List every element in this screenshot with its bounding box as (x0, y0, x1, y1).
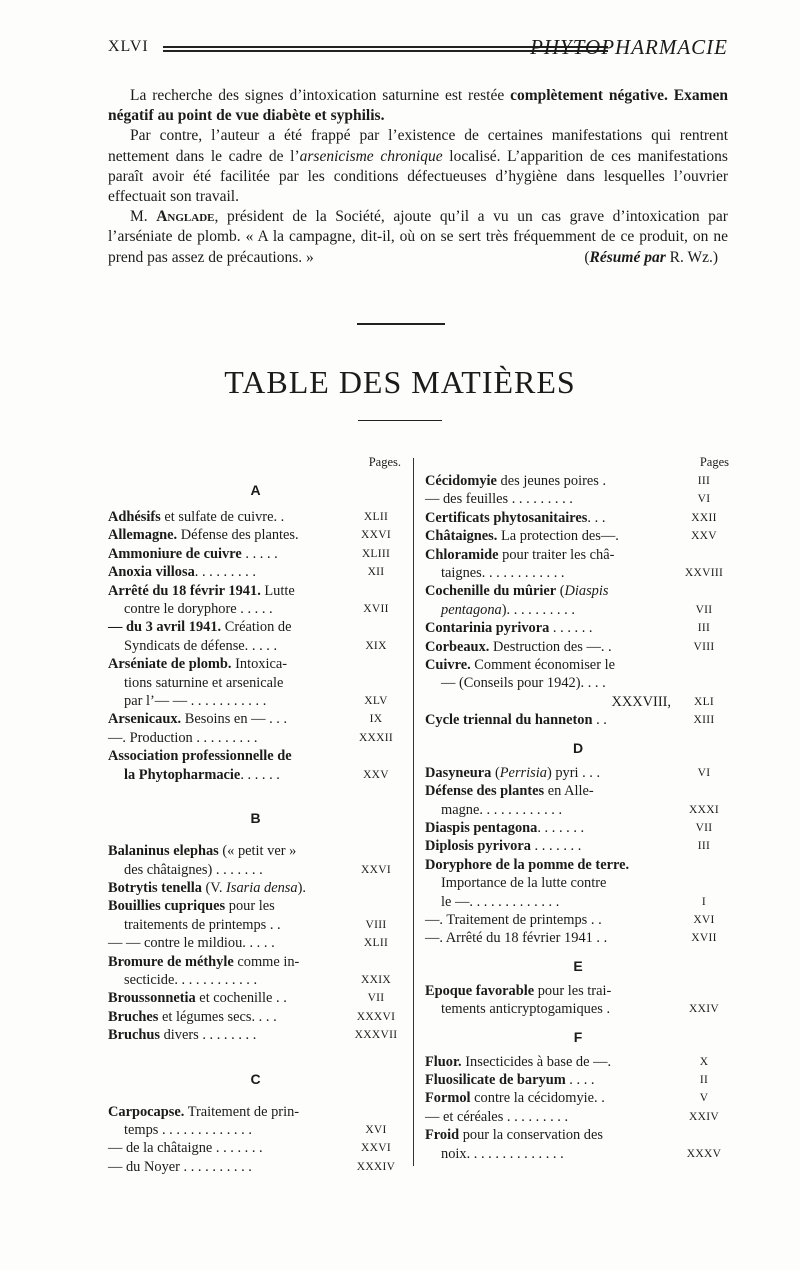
toc-column-left (108, 452, 403, 1176)
entry-text: Défense des plantes. (177, 527, 299, 544)
toc-entry (108, 563, 403, 581)
entry-text: — — contre le mildiou. . . . . (108, 935, 275, 952)
entry-head: Arséniate de plomb. (108, 656, 232, 673)
running-header (108, 35, 728, 62)
entry-head: Cuivre. (425, 657, 471, 674)
entry-text: — et céréales . . . . . . . . . (425, 1108, 569, 1125)
toc-entry (108, 637, 403, 655)
entry-page: I (701, 895, 707, 908)
toc-entry (108, 934, 403, 952)
entry-page: XLII (363, 511, 389, 523)
entry-page: XLIII (361, 547, 391, 560)
paragraph-3: M. Anglade, président de la Société, ajoute qu’il a vu un cas grave d’intoxication par l’arséniate de plomb. « A la campagne, dit-il, où on se sert très fréquemment de ce produit, on ne prend pas assez de précautions. » (108, 208, 728, 266)
toc-entry (425, 582, 731, 600)
toc-entry (108, 747, 403, 765)
entry-page: III (697, 622, 711, 635)
entry-text: — de la châtaigne . . . . . . . (108, 1140, 263, 1157)
entry-head: la Phytopharmacie (124, 766, 241, 783)
entry-head: Fluosilicate de baryum (425, 1071, 566, 1088)
entry-text: et sulfate de cuivre. . (160, 509, 285, 525)
entry-text: taignes. . . . . . . . . . . . (441, 565, 565, 582)
entry-page: XXXI (689, 803, 719, 816)
entry-head: Défense des plantes (425, 783, 545, 800)
toc-entry (108, 600, 403, 618)
entry-page: XLV (364, 695, 388, 708)
entry-italic: pentagona (441, 601, 502, 618)
toc-entry (108, 1008, 403, 1026)
entry-text: — (Conseils pour 1942). . . . (441, 675, 606, 692)
toc-entry (425, 837, 731, 855)
entry-head: Arsenicaux. (108, 711, 182, 728)
entry-page: XVI (365, 1123, 387, 1136)
running-title: PHYTOPHARMACIE (530, 35, 728, 59)
entry-text: et légumes secs. . . . (158, 1008, 277, 1025)
entry-text: —. Production . . . . . . . . . (108, 729, 258, 746)
toc-entry (425, 1000, 731, 1018)
toc-entry (425, 693, 731, 711)
toc-entry (425, 601, 731, 619)
entry-head: Fluor. (425, 1053, 462, 1070)
entry-page: XLI (693, 695, 715, 708)
toc-entry (108, 879, 403, 897)
entry-text: Besoins en — . . . (181, 711, 288, 728)
entry-head: Dasyneura (425, 764, 492, 781)
section-letter: E (573, 957, 583, 974)
entry-text: pour la conservation des (459, 1127, 603, 1144)
article-text (108, 86, 728, 268)
toc-entry (108, 971, 403, 989)
toc-entry (425, 656, 731, 674)
entry-page: VIII (365, 918, 387, 931)
entry-text: pour les trai- (534, 982, 612, 999)
entry-head: Anoxia villosa (108, 564, 195, 581)
toc-entry (425, 1145, 731, 1163)
entry-text: . . . . . . . . . (194, 564, 256, 581)
entry-text: Création de (221, 619, 292, 636)
toc-entry (108, 1158, 403, 1176)
toc-entry (425, 564, 731, 582)
toc-entry (108, 916, 403, 934)
entry-page: VII (695, 603, 713, 616)
entry-page: XXIV (689, 1110, 719, 1123)
entry-page: XXIV (689, 1003, 719, 1016)
entry-page: XXVI (361, 863, 391, 876)
toc-entry (425, 1108, 731, 1126)
entry-head: Bruches (108, 1008, 159, 1025)
toc-entry (425, 1089, 731, 1107)
entry-head: Corbeaux. (425, 638, 490, 655)
toc-entry (425, 764, 731, 782)
entry-head: Cécidomyie (425, 473, 497, 489)
section-letter: D (572, 739, 584, 756)
entry-page: XXVI (361, 1142, 391, 1155)
entry-head: Epoque favorable (425, 982, 535, 999)
toc-entry (425, 1053, 731, 1071)
toc-title-underline (358, 420, 442, 421)
entry-head: Allemagne. (108, 527, 178, 544)
toc-entry (425, 1071, 731, 1089)
page-number: XLVI (108, 38, 149, 55)
entry-page: XXXV (686, 1147, 722, 1160)
entry-page: XLII (363, 937, 389, 950)
entry-page: XXXVI (356, 1010, 396, 1023)
toc-entry (425, 638, 731, 656)
toc-entry (425, 874, 731, 892)
toc-entry (425, 911, 731, 929)
entry-text: traitements de printemps . . (124, 916, 281, 933)
toc-entry (108, 842, 403, 860)
entry-head: Botrytis tenella (108, 879, 202, 896)
toc-entry (425, 929, 731, 947)
entry-text: ( (491, 764, 500, 781)
toc-entry (425, 982, 731, 1000)
entry-page: III (697, 840, 711, 853)
pages-header: Pages (699, 455, 729, 469)
entry-head: Diaspis pentagona (425, 819, 538, 836)
entry-page: XII (367, 566, 385, 579)
toc-entry (425, 490, 731, 508)
entry-text: comme in- (233, 953, 300, 970)
entry-page: XIX (365, 639, 387, 652)
entry-text: La protection des—. (497, 528, 619, 545)
entry-head: Châtaignes. (425, 528, 498, 545)
toc-entry (425, 472, 731, 490)
paragraph-2: Par contre, l’auteur a été frappé par l’existence de certaines manifestations qui rentrent nettement dans le cadre de l’arsenicisme chronique localisé. L’apparition de ces manifestations paraît avoir été facilitée par les conditions défectueuses d’hygiène dans lesquelles l’ouvrier effectuait son travail. (108, 127, 728, 206)
section-divider (357, 323, 445, 325)
entry-page: XXII (691, 511, 717, 524)
section-letter: C (250, 1070, 261, 1087)
toc-entry (108, 897, 403, 915)
section-letter: B (250, 810, 261, 827)
entry-head: Formol (425, 1090, 471, 1107)
entry-text: ( (556, 583, 565, 600)
toc-entry (108, 582, 403, 600)
entry-text: . . . . . . . (530, 838, 582, 855)
entry-text: —. Traitement de printemps . . (425, 911, 602, 928)
toc-entry (425, 856, 731, 874)
toc-entry (425, 546, 731, 564)
entry-text: Lutte (260, 582, 295, 599)
toc-title: TABLE DES MATIÈRES (224, 364, 576, 400)
section-letter: A (250, 482, 261, 498)
entry-head: Adhésifs (108, 509, 161, 525)
entry-page: IX (369, 713, 383, 726)
entry-text: Traitement de prin- (184, 1103, 300, 1120)
entry-head: Association professionnelle de (108, 748, 292, 765)
entry-page: II (699, 1073, 709, 1086)
toc-entry (108, 989, 403, 1007)
toc-column-right (425, 452, 731, 1163)
entry-head: Balaninus elephas (108, 843, 219, 860)
entry-italic: Perrisia (499, 764, 547, 781)
entry-head: Bouillies cupriques (108, 898, 226, 915)
entry-text2: ) pyri . . . (546, 764, 601, 781)
toc-entry (108, 861, 403, 879)
entry-page: VII (367, 992, 385, 1005)
entry-page: III (697, 475, 711, 487)
entry-text: par l’— — . . . . . . . . . . . (124, 693, 267, 710)
toc-entry (108, 692, 403, 710)
toc-entry (108, 1139, 403, 1157)
entry-head: Bruchus (108, 1027, 160, 1044)
toc-entry (108, 545, 403, 563)
entry-head: Bromure de méthyle (108, 953, 234, 970)
entry-text: (V. (201, 879, 227, 896)
entry-text: —. Arrêté du 18 février 1941 . . (425, 930, 608, 947)
entry-text: pour les (225, 898, 275, 915)
entry-text: des jeunes poires . (496, 473, 607, 489)
entry-text: Insecticides à base de —. (461, 1053, 612, 1070)
entry-text: . . . . . (241, 545, 278, 562)
entry-text: secticide. . . . . . . . . . . . (124, 971, 258, 988)
entry-page: XXXVII (354, 1029, 398, 1042)
toc-entry (108, 526, 403, 544)
toc-entry (108, 1121, 403, 1139)
section-letter: F (573, 1028, 583, 1045)
entry-page: XXXII (358, 731, 394, 744)
entry-text: tements anticryptogamiques . (441, 1001, 611, 1018)
entry-page: XXVIII (684, 567, 724, 580)
toc-entry (108, 953, 403, 971)
entry-head: Arrêté du 18 févrir 1941. (108, 582, 261, 599)
toc-entry (425, 509, 731, 527)
entry-text: (« petit ver » (218, 843, 297, 860)
entry-head: Ammoniure de cuivre (108, 545, 242, 562)
entry-head: — du 3 avril 1941. (108, 619, 222, 636)
toc-entry (108, 655, 403, 673)
entry-head: Carpocapse. (108, 1103, 185, 1120)
entry-page: XVI (693, 913, 715, 926)
entry-italic: Isaria densa (226, 879, 298, 896)
entry-head: Contarinia pyrivora (425, 620, 550, 637)
entry-text: tions saturnine et arsenicale (124, 674, 284, 691)
entry-text: noix. . . . . . . . . . . . . . (441, 1145, 564, 1162)
entry-text: — du Noyer . . . . . . . . . . (108, 1158, 252, 1175)
entry-italic: Diaspis (564, 583, 609, 600)
toc-entry (108, 1103, 403, 1121)
toc-entry (425, 674, 731, 692)
toc-entry (108, 729, 403, 747)
entry-text: le —. . . . . . . . . . . . . (441, 893, 560, 910)
entry-head: Certificats phytosanitaires (425, 509, 588, 526)
entry-text: . . . . . . (240, 766, 280, 783)
entry-text: temps . . . . . . . . . . . . . (124, 1121, 252, 1138)
entry-text: . . . . . . (549, 620, 593, 637)
entry-text: Comment économiser le (470, 657, 615, 674)
entry-page: XVII (691, 932, 717, 945)
entry-head: Diplosis pyrivora (425, 838, 531, 855)
entry-page: XXXIV (356, 1160, 396, 1173)
entry-head: Cochenille du mûrier (425, 583, 557, 600)
pages-header: Pages. (368, 455, 401, 469)
entry-text: XXXVIII, (611, 693, 671, 710)
toc-entry (108, 766, 403, 784)
entry-page: V (699, 1092, 709, 1105)
entry-text: divers . . . . . . . . (159, 1027, 257, 1044)
entry-page: VII (695, 821, 713, 834)
toc-entry (108, 618, 403, 636)
entry-page: XVII (363, 603, 389, 616)
entry-page: X (699, 1055, 709, 1068)
signature: (Résumé par R. Wz.) (584, 248, 718, 266)
entry-text: Destruction des —. . (489, 638, 612, 655)
toc-entry (425, 893, 731, 911)
entry-text: magne. . . . . . . . . . . . (441, 801, 563, 818)
toc-entry (425, 819, 731, 837)
entry-text: contre le doryphore . . . . . (124, 601, 273, 618)
entry-text: Importance de la lutte contre (441, 875, 607, 892)
entry-text: et cochenille . . (195, 990, 287, 1007)
entry-page: XXV (363, 768, 389, 781)
entry-head: Froid (425, 1127, 460, 1144)
entry-text: . . . (587, 509, 606, 526)
entry-text: — des feuilles . . . . . . . . . (425, 491, 573, 508)
entry-head: Cycle triennal du hanneton (425, 712, 593, 729)
paragraph-1: La recherche des signes d’intoxication saturnine est restée complètement négative. Examen négatif au point de vue diabète et syphilis. (108, 87, 729, 125)
entry-text: pour traiter les châ- (498, 546, 615, 563)
entry-text: Intoxica- (231, 656, 288, 673)
entry-head: Broussonnetia (108, 990, 196, 1007)
entry-head: Doryphore de la pomme de terre. (425, 856, 630, 873)
entry-page: XXVI (361, 529, 391, 542)
entry-page: XXIX (361, 973, 391, 986)
entry-page: XIII (693, 714, 715, 727)
entry-text2: ). . . . . . . . . . (501, 601, 575, 618)
entry-page: VIII (693, 640, 715, 653)
toc-entry (425, 782, 731, 800)
toc-entry (425, 711, 731, 729)
entry-head: Chloramide (425, 546, 499, 563)
toc-entry (108, 674, 403, 692)
entry-text: des châtaignes) . . . . . . . (124, 861, 263, 878)
toc-entry (108, 710, 403, 728)
entry-text2: ). (297, 879, 306, 896)
entry-text: . . . . (565, 1071, 595, 1088)
toc-entry (108, 508, 403, 526)
entry-page: VI (697, 766, 711, 779)
toc-entry (425, 1126, 731, 1144)
toc-entry (425, 619, 731, 637)
toc-entry (425, 527, 731, 545)
column-divider (413, 458, 414, 1166)
entry-text: Syndicats de défense. . . . . (124, 637, 278, 654)
entry-page: XXV (691, 530, 717, 543)
entry-text: contre la cécidomyie. . (470, 1090, 605, 1107)
toc-entry (425, 801, 731, 819)
toc-entry (108, 1026, 403, 1044)
entry-page: VI (697, 493, 711, 506)
entry-text: en Alle- (544, 783, 594, 800)
entry-text: . . (592, 712, 607, 729)
entry-text: . . . . . . . (537, 819, 585, 836)
